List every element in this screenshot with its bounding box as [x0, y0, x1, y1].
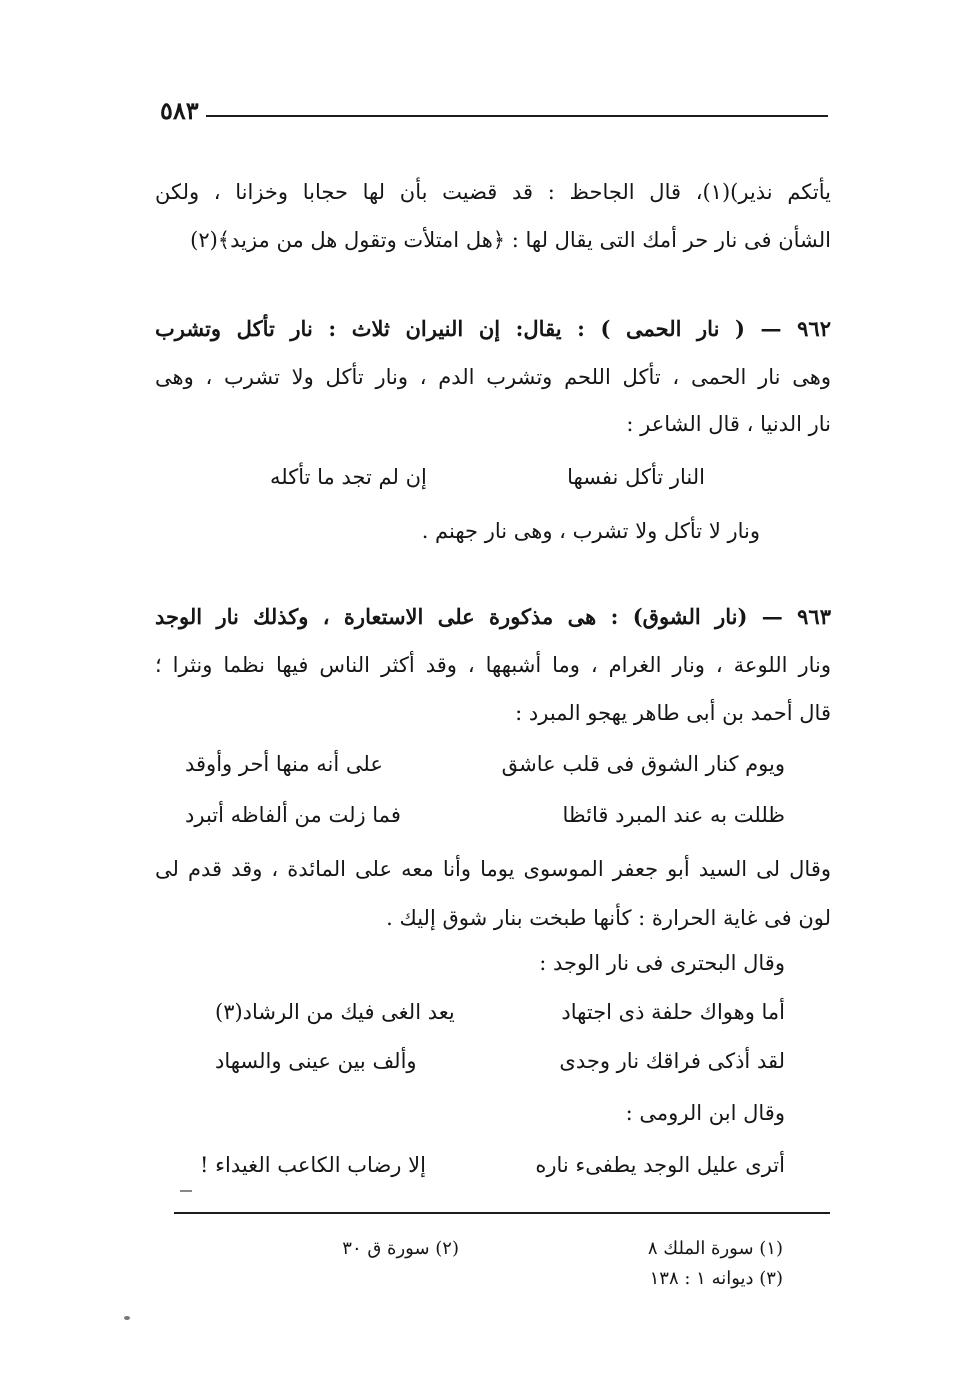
verse-hemistich-right: لقد أذكى فراقك نار وجدى	[559, 1049, 785, 1073]
text-line: وقال البحترى فى نار الوجد :	[539, 951, 785, 975]
verse-hemistich-right: ويوم كنار الشوق فى قلب عاشق	[501, 752, 785, 776]
entry-963-heading-line: ٩٦٣ — (نار الشوق) : هى مذكورة على الاستعارة ، وكذلك نار الوجد	[155, 604, 831, 629]
text-line: وهى نار الحمى ، تأكل اللحم وتشرب الدم ، ونار تأكل ولا تشرب ، وهى	[155, 365, 831, 389]
verse-hemistich-left: إلا رضاب الكاعب الغيداء !	[200, 1153, 426, 1177]
verse-hemistich-right: النار تأكل نفسها	[567, 465, 705, 489]
verse-line: ونار لا تأكل ولا تشرب ، وهى نار جهنم .	[421, 519, 760, 543]
footnote-3: (٣) ديوانه ١ : ١٣٨	[649, 1268, 783, 1289]
verse-hemistich-right: أما وهواك حلفة ذى اجتهاد	[561, 1000, 785, 1024]
text-line: ونار اللوعة ، ونار الغرام ، وما أشبهها ، وقد أكثر الناس فيها نظما ونثرا ؛	[155, 653, 831, 677]
verse-hemistich-left: إن لم تجد ما تأكله	[270, 465, 427, 489]
text-line: وقال لى السيد أبو جعفر الموسوى يوما وأنا معه على المائدة ، وقد قدم لى	[155, 857, 831, 881]
verse-hemistich-left: على أنه منها أحر وأوقد	[185, 752, 383, 776]
text-line: نار الدنيا ، قال الشاعر :	[626, 412, 831, 436]
header-rule	[206, 115, 828, 117]
text-line: الشأن فى نار حر أمك التى يقال لها : ﴿هل امتلأت وتقول هل من مزيد﴾(٢)	[190, 228, 831, 252]
text-line: قال أحمد بن أبى طاهر يهجو المبرد :	[515, 701, 831, 725]
entry-962-heading-line: ٩٦٢ — ( نار الحمى ) : يقال: إن النيران ثلاث : نار تأكل وتشرب	[155, 316, 831, 341]
footnote-2: (٢) سورة ق ٣٠	[342, 1238, 459, 1259]
text-line: يأتكم نذير)(١)، قال الجاحظ : قد قضيت بأن لها حجابا وخزانا ، ولكن	[155, 180, 831, 204]
page-number: ٥٨٣	[160, 96, 199, 125]
text-line: وقال ابن الرومى :	[625, 1101, 785, 1125]
verse-hemistich-right: أترى عليل الوجد يطفىء ناره	[535, 1153, 785, 1177]
verse-hemistich-left: يعد الغى فيك من الرشاد(٣)	[215, 1000, 455, 1024]
footnote-1: (١) سورة الملك ٨	[647, 1238, 783, 1259]
text-line: لون فى غاية الحرارة : كأنها طبخت بنار شوق إليك .	[386, 906, 831, 930]
verse-hemistich-left: وألف بين عينى والسهاد	[215, 1049, 417, 1073]
verse-hemistich-left: فما زلت من ألفاظه أتبرد	[185, 803, 401, 827]
ink-mark	[180, 1190, 192, 1192]
ink-speck	[124, 1316, 130, 1320]
footnote-rule	[174, 1212, 830, 1214]
verse-hemistich-right: ظللت به عند المبرد قائظا	[562, 803, 785, 827]
